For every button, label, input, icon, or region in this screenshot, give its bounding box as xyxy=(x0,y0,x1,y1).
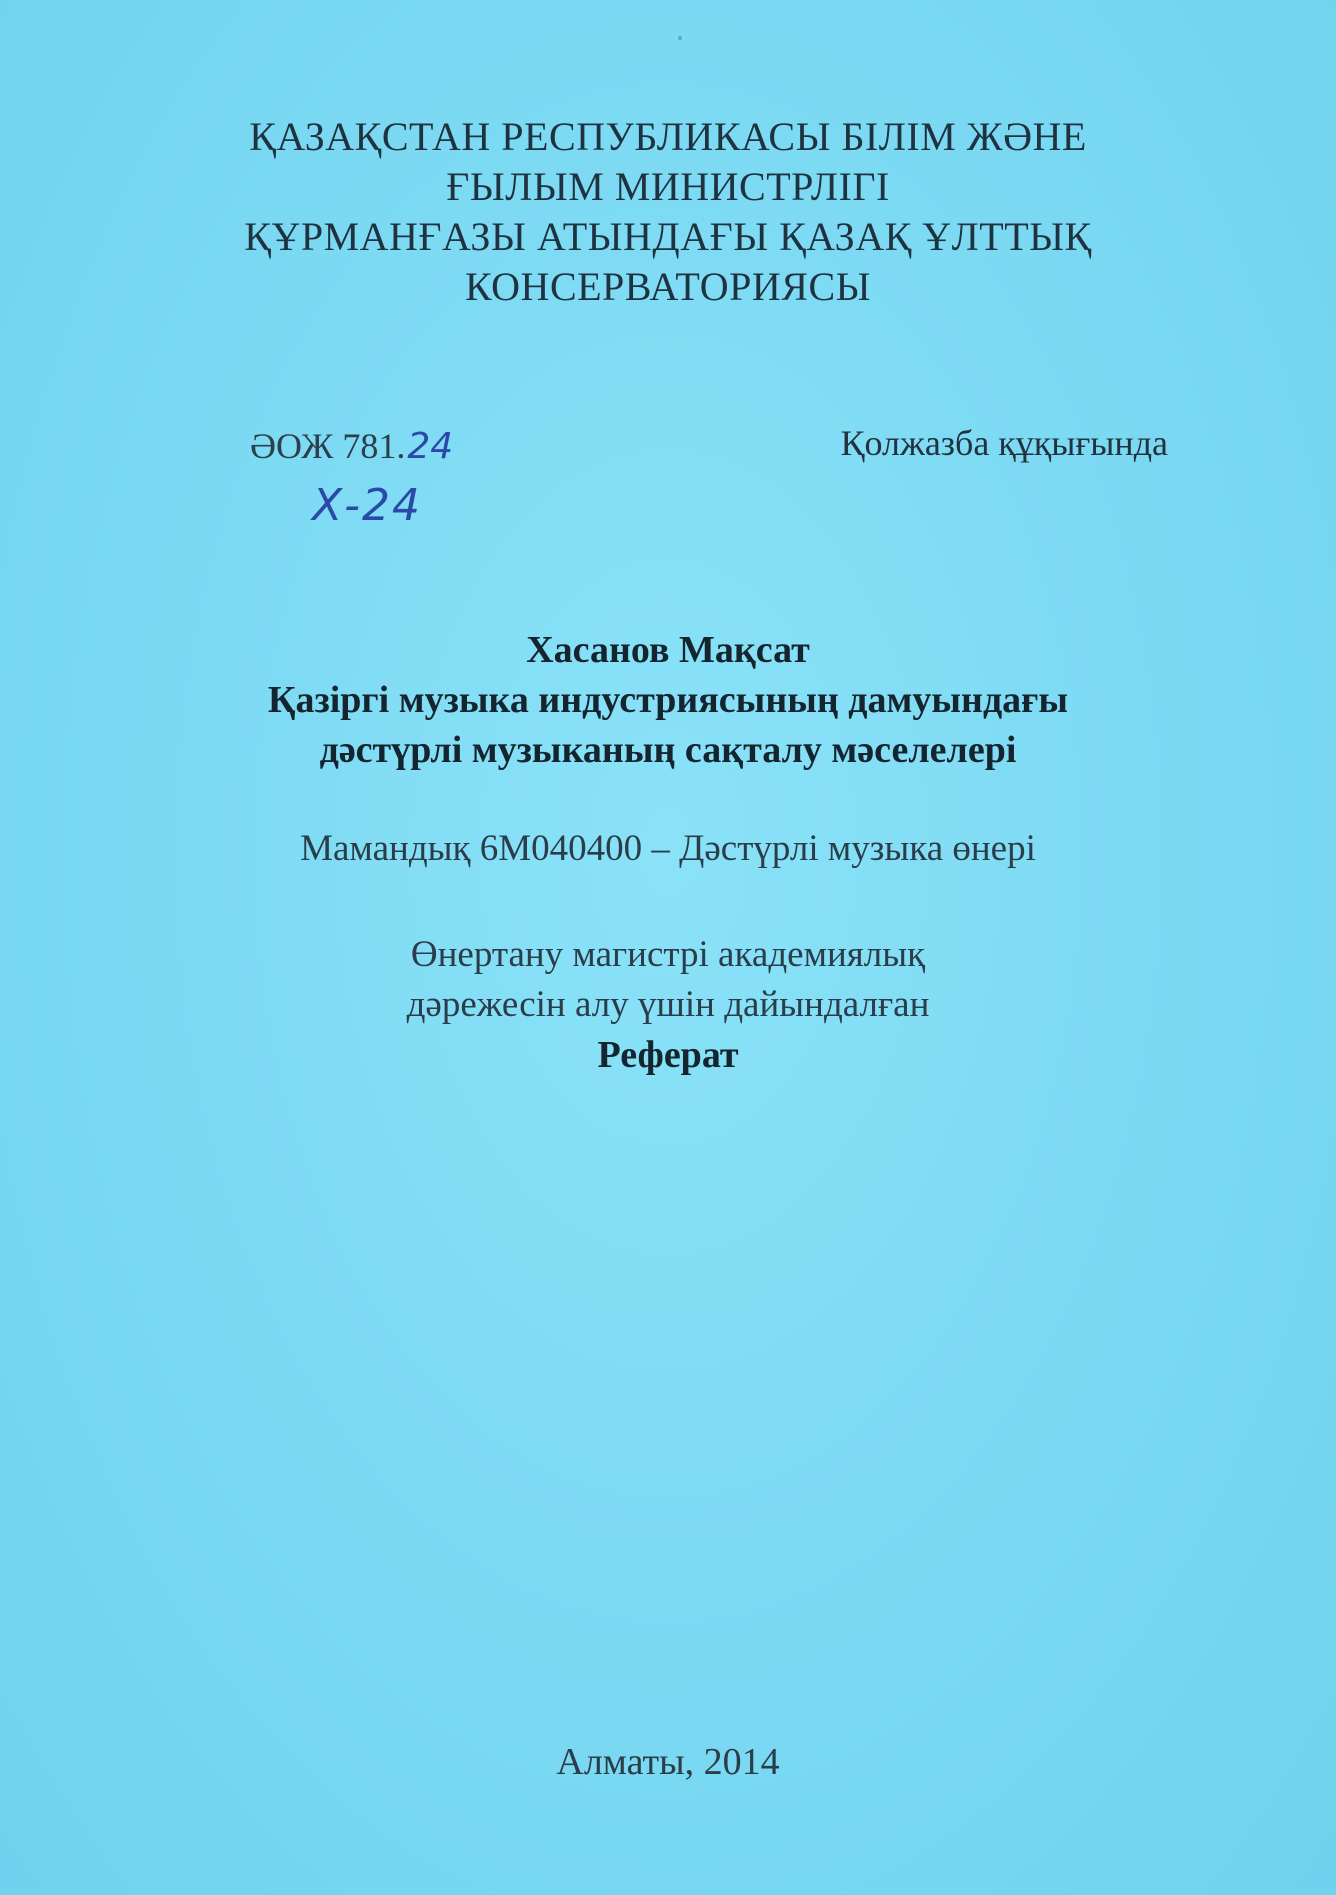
udc-code xyxy=(250,425,453,467)
udc-printed: ӘОЖ 781. xyxy=(250,426,406,466)
header-line-1: ҚАЗАҚСТАН РЕСПУБЛИКАСЫ БІЛІМ ЖӘНЕ xyxy=(249,114,1087,159)
degree-line-1: Өнертану магистрі академиялық xyxy=(410,934,926,975)
header-line-3: ҚҰРМАНҒАЗЫ АТЫНДАҒЫ ҚАЗАҚ ҰЛТТЫҚ xyxy=(244,214,1092,259)
title-line-2: дәстүрлі музыканың сақталу мәселелері xyxy=(319,729,1017,771)
title-line-1: Қазіргі музыка индустриясының дамуындағы xyxy=(267,679,1069,721)
udc-handwritten-line2: Х-24 xyxy=(312,480,423,531)
speck xyxy=(678,36,682,40)
document-type: Реферат xyxy=(597,1034,739,1076)
manuscript-rights: Қолжазба құқығында xyxy=(840,423,1168,463)
degree-line-2: дәрежесін алу үшін дайындалған xyxy=(406,984,930,1025)
city-year: Алматы, 2014 xyxy=(556,1741,780,1783)
header-line-4: КОНСЕРВАТОРИЯСЫ xyxy=(464,264,871,309)
udc-handwritten-suffix: 24 xyxy=(407,426,454,467)
header-line-2: ҒЫЛЫМ МИНИСТРЛІГІ xyxy=(446,164,890,209)
author-name: Хасанов Мақсат xyxy=(526,629,810,671)
specialty: Мамандық 6М040400 – Дәстүрлі музыка өнері xyxy=(300,828,1036,869)
